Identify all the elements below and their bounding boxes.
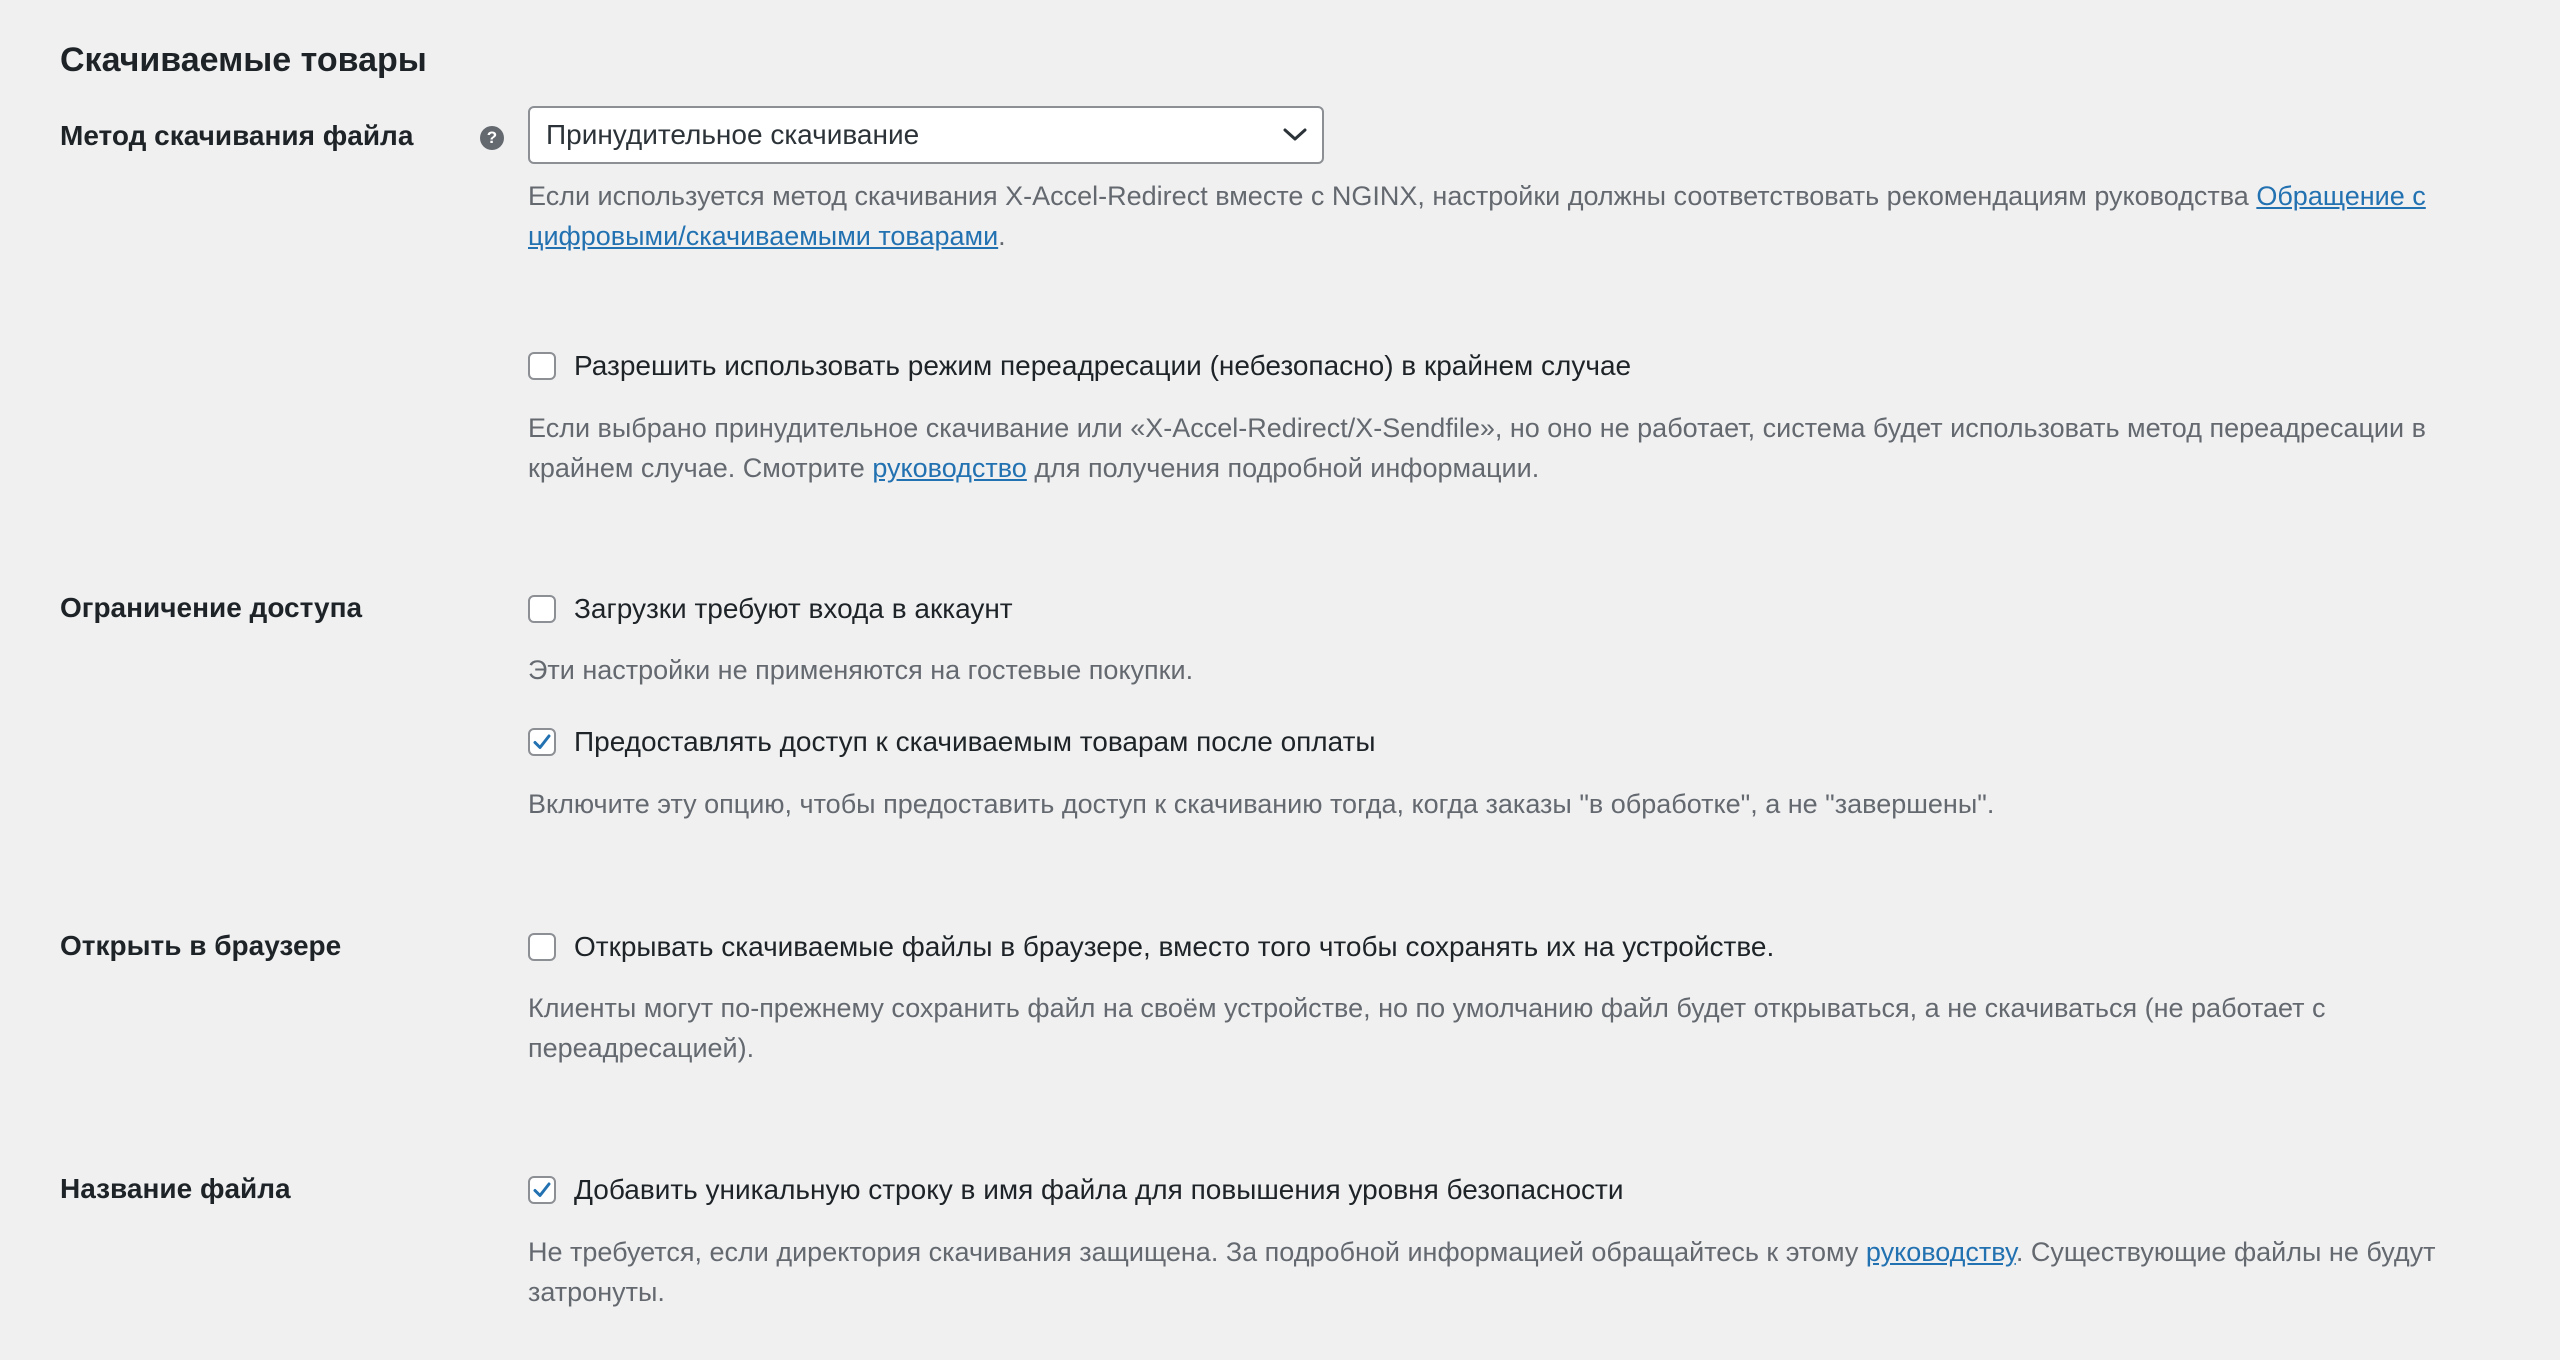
require-login-label: Загрузки требуют входа в аккаунт bbox=[574, 593, 1013, 624]
download-method-description bbox=[528, 176, 2488, 256]
grant-after-payment-label: Предоставлять доступ к скачиваемым товарам после оплаты bbox=[574, 726, 1376, 757]
checkmark-icon bbox=[531, 731, 553, 753]
grant-after-payment-option[interactable] bbox=[528, 724, 1376, 760]
unique-filename-option[interactable] bbox=[528, 1172, 1624, 1208]
open-in-browser-checkbox[interactable] bbox=[528, 933, 556, 961]
download-method-desc-end: . bbox=[998, 221, 1006, 251]
filename-desc-end: . Существующие файлы не будут затронуты. bbox=[528, 1237, 2436, 1307]
redirect-guide-link[interactable]: руководство bbox=[872, 453, 1027, 483]
open-in-browser-label: Открыть в браузере bbox=[60, 930, 342, 961]
require-login-description: Эти настройки не применяются на гостевые покупки. bbox=[528, 655, 1194, 685]
checkmark-icon bbox=[531, 1179, 553, 1201]
redirect-fallback-desc-text: Если выбрано принудительное скачивание или «X-Accel-Redirect/X-Sendfile», но оно не работает, система будет использовать метод переадресации в крайнем случае. Смотрите bbox=[528, 413, 2426, 483]
redirect-fallback-label: Разрешить использовать режим переадресации (небезопасно) в крайнем случае bbox=[574, 350, 1632, 381]
filename-description bbox=[528, 1232, 2488, 1312]
chevron-down-icon bbox=[1282, 108, 1308, 162]
grant-after-payment-description: Включите эту опцию, чтобы предоставить доступ к скачиванию тогда, когда заказы "в обработке", а не "завершены". bbox=[528, 789, 1995, 819]
grant-after-payment-checkbox[interactable] bbox=[528, 728, 556, 756]
open-in-browser-option[interactable] bbox=[528, 929, 1774, 965]
require-login-checkbox[interactable] bbox=[528, 595, 556, 623]
access-restriction-label: Ограничение доступа bbox=[60, 592, 363, 623]
unique-filename-checkbox[interactable] bbox=[528, 1176, 556, 1204]
redirect-fallback-checkbox[interactable] bbox=[528, 352, 556, 380]
unique-filename-label: Добавить уникальную строку в имя файла для повышения уровня безопасности bbox=[574, 1174, 1624, 1205]
require-login-option[interactable] bbox=[528, 591, 1013, 627]
download-method-desc-text: Если используется метод скачивания X-Accel-Redirect вместе с NGINX, настройки должны соответствовать рекомендациям руководства bbox=[528, 181, 2249, 211]
section-title: Скачиваемые товары bbox=[60, 41, 427, 79]
filename-label: Название файла bbox=[60, 1173, 291, 1204]
open-in-browser-description: Клиенты могут по-прежнему сохранить файл на своём устройстве, но по умолчанию файл будет открываться, а не скачиваться (не работает с переадресацией). bbox=[528, 993, 2326, 1063]
redirect-fallback-description bbox=[528, 408, 2488, 488]
open-in-browser-checkbox-label: Открывать скачиваемые файлы в браузере, вместо того чтобы сохранять их на устройстве. bbox=[574, 931, 1775, 962]
redirect-fallback-desc-end: для получения подробной информации. bbox=[1034, 453, 1540, 483]
filename-guide-link[interactable]: руководству bbox=[1865, 1237, 2016, 1267]
redirect-fallback-option[interactable] bbox=[528, 348, 1631, 384]
download-method-selected-value: Принудительное скачивание bbox=[546, 119, 920, 150]
digital-products-guide-link[interactable]: Обращение с цифровыми/скачиваемыми товарами bbox=[528, 181, 2426, 251]
download-method-label: Метод скачивания файла bbox=[60, 120, 414, 151]
question-icon[interactable]: ? bbox=[480, 126, 504, 150]
filename-desc-text: Не требуется, если директория скачивания защищена. За подробной информацией обращайтесь к этому bbox=[528, 1237, 1859, 1267]
download-method-select[interactable] bbox=[528, 106, 1324, 164]
